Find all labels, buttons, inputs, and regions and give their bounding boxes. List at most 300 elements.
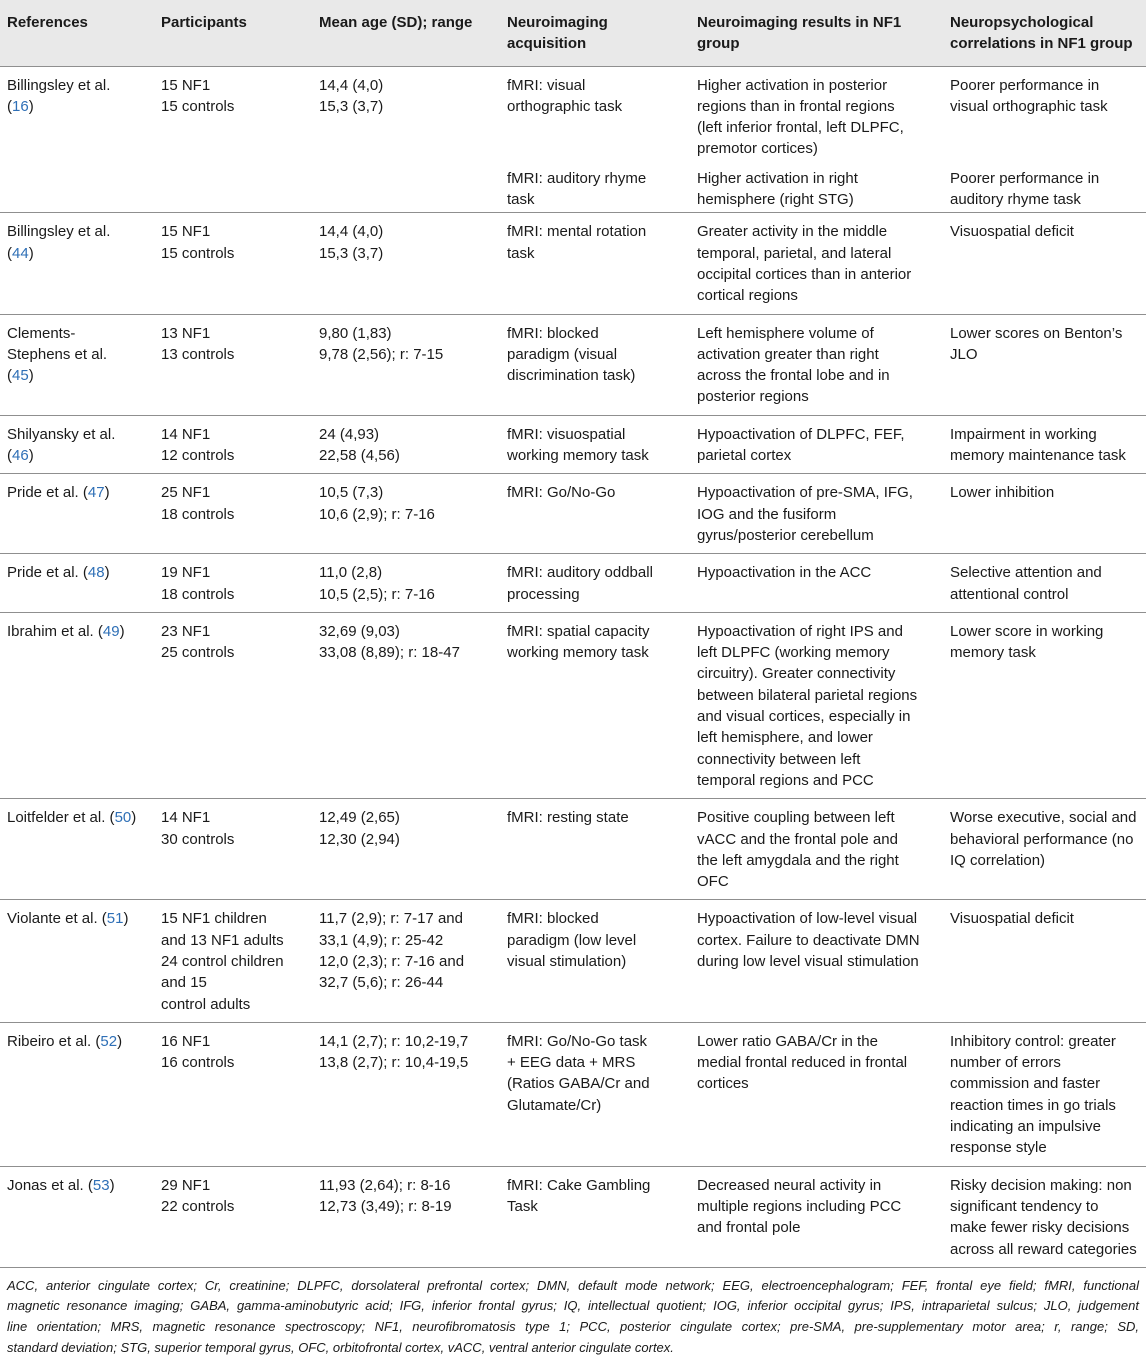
acquisition-cell	[500, 213, 690, 314]
cell-line: Lower scores on Benton’s	[950, 324, 1123, 342]
cell-line: 15 NF1	[161, 223, 211, 241]
column-header-neuroimaging-acquisition	[500, 0, 690, 66]
mean-age-cell	[312, 612, 500, 798]
cell-line: visual orthographic task	[950, 97, 1108, 115]
column-header-mean-age	[312, 0, 500, 66]
cell-line: reaction times in go trials	[950, 1096, 1116, 1114]
reference-text: )	[28, 97, 34, 115]
participants-cell	[154, 900, 312, 1022]
results-cell	[690, 66, 943, 167]
reference-cell	[0, 900, 154, 1022]
cell-line: 9,80 (1,83)	[319, 324, 392, 342]
results-cell	[690, 554, 943, 613]
footnote-line: standard deviation; STG, superior temporal gyrus, OFC, orbitofrontal cortex, vACC, ventral anterior cingulate cortex.	[7, 1339, 674, 1355]
participants-cell	[154, 415, 312, 474]
acquisition-cell	[500, 66, 690, 167]
reference-cell	[0, 213, 154, 314]
results-cell	[690, 314, 943, 415]
column-header-label: group	[697, 35, 740, 53]
reference-text: Ribeiro et al. (	[7, 1032, 101, 1050]
header-row	[0, 0, 1146, 66]
cell-line: Task	[507, 1197, 538, 1215]
acquisition-cell	[500, 799, 690, 900]
cell-line: OFC	[697, 873, 729, 891]
cell-line: 12,73 (3,49); r: 8-19	[319, 1197, 452, 1215]
reference-text: Billingsley et al.	[7, 76, 111, 94]
reference-cell	[0, 554, 154, 613]
participants-cell	[154, 314, 312, 415]
table-row	[0, 415, 1146, 474]
reference-line	[7, 243, 150, 264]
cell-line: across all reward categories	[950, 1240, 1137, 1258]
reference-line	[7, 445, 150, 466]
cell-line: 18 controls	[161, 585, 235, 603]
cell-line: IQ correlation)	[950, 851, 1046, 869]
cell-line: fMRI: auditory rhyme	[507, 169, 647, 187]
cell-line: 14,4 (4,0)	[319, 76, 384, 94]
cell-line: connectivity between left	[697, 750, 861, 768]
table-body	[0, 66, 1146, 1267]
cell-line: and frontal pole	[697, 1219, 801, 1237]
cell-line: Higher activation in right	[697, 169, 858, 187]
mean-age-cell	[312, 167, 500, 213]
citation-link[interactable]: 45	[12, 367, 29, 385]
cell-line: IOG and the fusiform	[697, 505, 837, 523]
reference-line	[7, 75, 150, 96]
cell-line: Positive coupling between left	[697, 809, 895, 827]
cell-line: commission and faster	[950, 1075, 1101, 1093]
reference-cell	[0, 612, 154, 798]
cell-line: 14,1 (2,7); r: 10,2-19,7	[319, 1032, 469, 1050]
reference-text: )	[119, 622, 125, 640]
reference-cell	[0, 66, 154, 167]
acquisition-cell	[500, 474, 690, 554]
cell-line: Impairment in working	[950, 425, 1097, 443]
cell-line: 12,49 (2,65)	[319, 809, 400, 827]
cell-line: vACC and the frontal pole and	[697, 830, 898, 848]
reference-cell	[0, 167, 154, 213]
cell-line: 24 (4,93)	[319, 425, 380, 443]
cell-line: 10,5 (7,3)	[319, 484, 384, 502]
results-cell	[690, 167, 943, 213]
cell-line: 9,78 (2,56); r: 7-15	[319, 345, 444, 363]
cell-line: Glutamate/Cr)	[507, 1096, 602, 1114]
correlations-cell	[943, 1166, 1146, 1267]
cell-line: fMRI: auditory oddball	[507, 564, 653, 582]
reference-line	[7, 96, 150, 117]
cell-line: left hemisphere, and lower	[697, 729, 873, 747]
reference-line	[7, 1031, 150, 1052]
results-cell	[690, 612, 943, 798]
cell-line: orthographic task	[507, 97, 623, 115]
citation-link[interactable]: 47	[87, 484, 105, 502]
cell-line: fMRI: Go/No-Go task	[507, 1032, 648, 1050]
citation-link[interactable]: 48	[87, 564, 105, 582]
footnote-line: line orientation; MRS, magnetic resonance spectroscopy; NF1, neurofibromatosis type 1; PCC, posterior cingulate cortex; pre-SMA, pre-supplementary motor area; r, range; SD,	[7, 1319, 1139, 1335]
reference-text: (	[7, 244, 12, 262]
column-header-references	[0, 0, 154, 66]
correlations-cell	[943, 415, 1146, 474]
cell-line: 12 controls	[161, 447, 235, 465]
cell-line: 14 NF1	[161, 809, 211, 827]
cell-line: response style	[950, 1139, 1047, 1157]
cell-line: gyrus/posterior cerebellum	[697, 526, 874, 544]
correlations-cell	[943, 799, 1146, 900]
cell-line: 10,6 (2,9); r: 7-16	[319, 505, 435, 523]
mean-age-cell	[312, 474, 500, 554]
cell-line: paradigm (visual	[507, 345, 618, 363]
reference-line	[7, 365, 150, 386]
column-header-neuroimaging-results	[690, 0, 943, 66]
cell-line: paradigm (low level	[507, 931, 637, 949]
cell-line: Visuospatial deficit	[950, 910, 1074, 928]
citation-link[interactable]: 50	[114, 809, 132, 827]
cell-line: activation greater than right	[697, 345, 879, 363]
cell-line: regions than in frontal regions	[697, 97, 895, 115]
cell-line: working memory task	[507, 644, 649, 662]
cell-line: (Ratios GABA/Cr and	[507, 1075, 650, 1093]
mean-age-cell	[312, 799, 500, 900]
cell-line: between bilateral parietal regions	[697, 686, 918, 704]
cell-line: 13 controls	[161, 345, 235, 363]
table-row	[0, 612, 1146, 798]
cell-line: memory maintenance task	[950, 447, 1126, 465]
cell-line: occipital cortices than in anterior	[697, 265, 912, 283]
cell-line: 12,30 (2,94)	[319, 830, 400, 848]
reference-text: )	[123, 910, 129, 928]
reference-text: )	[28, 447, 34, 465]
reference-line	[7, 482, 150, 503]
reference-line	[7, 344, 150, 365]
cell-line: significant tendency to	[950, 1197, 1099, 1215]
reference-cell	[0, 1166, 154, 1267]
participants-cell	[154, 799, 312, 900]
cell-line: 16 controls	[161, 1054, 235, 1072]
citation-link[interactable]: 49	[102, 622, 120, 640]
reference-text: (	[7, 97, 12, 115]
cell-line: Greater activity in the middle	[697, 223, 888, 241]
cell-line: attentional control	[950, 585, 1069, 603]
reference-text: )	[109, 1176, 115, 1194]
column-header-label: Neuroimaging results in NF1	[697, 14, 902, 31]
mean-age-cell	[312, 900, 500, 1022]
reference-line	[7, 424, 150, 445]
cell-line: Lower score in working	[950, 622, 1104, 640]
cell-line: 15,3 (3,7)	[319, 97, 384, 115]
participants-cell	[154, 1022, 312, 1166]
cell-line: Visuospatial deficit	[950, 223, 1074, 241]
cell-line: circuitry). Greater connectivity	[697, 665, 896, 683]
cell-line: Higher activation in posterior	[697, 76, 888, 94]
cell-line: 15 controls	[161, 244, 235, 262]
cell-line: Poorer performance in	[950, 169, 1100, 187]
cell-line: (left inferior frontal, left DLPFC,	[697, 119, 904, 137]
reference-text: Clements-	[7, 324, 76, 342]
cell-line: posterior regions	[697, 388, 809, 406]
cell-line: Hypoactivation of DLPFC, FEF,	[697, 425, 905, 443]
acquisition-cell	[500, 554, 690, 613]
participants-cell	[154, 1166, 312, 1267]
cell-line: 29 NF1	[161, 1176, 211, 1194]
column-header-label: correlations in NF1 group	[950, 35, 1133, 53]
table-row	[0, 554, 1146, 613]
cell-line: make fewer risky decisions	[950, 1219, 1130, 1237]
cell-line: discrimination task)	[507, 367, 636, 385]
results-cell	[690, 415, 943, 474]
cell-line: Hypoactivation in the ACC	[697, 564, 872, 582]
cell-line: 33,1 (4,9); r: 25-42	[319, 931, 444, 949]
cell-line: behavioral performance (no	[950, 830, 1134, 848]
cell-line: 24 control children	[161, 952, 284, 970]
mean-age-cell	[312, 314, 500, 415]
cell-line: parietal cortex	[697, 447, 792, 465]
column-header-neuropsychological-correlations	[943, 0, 1146, 66]
cell-line: working memory task	[507, 447, 649, 465]
reference-text: (	[7, 447, 12, 465]
cell-line: 10,5 (2,5); r: 7-16	[319, 585, 435, 603]
citation-link[interactable]: 51	[106, 910, 124, 928]
cell-line: 32,7 (5,6); r: 26-44	[319, 974, 444, 992]
correlations-cell	[943, 612, 1146, 798]
reference-text: )	[131, 809, 137, 827]
cell-line: fMRI: Cake Gambling	[507, 1176, 651, 1194]
table-row	[0, 900, 1146, 1022]
reference-cell	[0, 474, 154, 554]
cell-line: Worse executive, social and	[950, 809, 1137, 827]
cell-line: indicating an impulsive	[950, 1118, 1101, 1136]
cell-line: 32,69 (9,03)	[319, 622, 400, 640]
mean-age-cell	[312, 66, 500, 167]
reference-cell	[0, 314, 154, 415]
cell-line: 11,93 (2,64); r: 8-16	[319, 1176, 451, 1194]
cell-line: across the frontal lobe and in	[697, 367, 890, 385]
cell-line: control adults	[161, 995, 251, 1013]
correlations-cell	[943, 314, 1146, 415]
column-header-label: Neuroimaging	[507, 14, 608, 31]
cell-line: 19 NF1	[161, 564, 211, 582]
cell-line: 13 NF1	[161, 324, 211, 342]
cell-line: JLO	[950, 345, 978, 363]
correlations-cell	[943, 474, 1146, 554]
reference-line	[7, 621, 150, 642]
correlations-cell	[943, 66, 1146, 167]
cell-line: Risky decision making: non	[950, 1176, 1132, 1194]
cell-line: left DLPFC (working memory	[697, 644, 890, 662]
reference-text: Ibrahim et al. (	[7, 622, 103, 640]
cell-line: processing	[507, 585, 580, 603]
mean-age-cell	[312, 1022, 500, 1166]
table-header	[0, 0, 1146, 66]
citation-link[interactable]: 16	[12, 97, 29, 115]
cell-line: temporal regions and PCC	[697, 771, 874, 789]
cell-line: 15 NF1	[161, 76, 211, 94]
reference-cell	[0, 1022, 154, 1166]
cell-line: the left amygdala and the right	[697, 851, 899, 869]
cell-line: Hypoactivation of pre-SMA, IFG,	[697, 484, 913, 502]
column-header-label: Mean age (SD); range	[319, 14, 473, 31]
cell-line: hemisphere (right STG)	[697, 191, 854, 209]
cell-line: 16 NF1	[161, 1032, 211, 1050]
acquisition-cell	[500, 314, 690, 415]
cell-line: + EEG data + MRS	[507, 1054, 636, 1072]
participants-cell	[154, 554, 312, 613]
acquisition-cell	[500, 415, 690, 474]
reference-text: )	[117, 1032, 123, 1050]
cell-line: number of errors	[950, 1054, 1061, 1072]
results-cell	[690, 1166, 943, 1267]
acquisition-cell	[500, 612, 690, 798]
reference-text: )	[104, 564, 110, 582]
cell-line: and visual cortices, especially in	[697, 708, 911, 726]
cell-line: medial frontal reduced in frontal	[697, 1054, 908, 1072]
acquisition-cell	[500, 167, 690, 213]
cell-line: 25 controls	[161, 644, 235, 662]
cell-line: Hypoactivation of low-level visual	[697, 910, 918, 928]
cell-line: 11,0 (2,8)	[319, 564, 383, 582]
reference-line	[7, 323, 150, 344]
cell-line: 18 controls	[161, 505, 235, 523]
table-row	[0, 1166, 1146, 1267]
table-row	[0, 314, 1146, 415]
cell-line: 25 NF1	[161, 484, 211, 502]
cell-line: 33,08 (8,89); r: 18-47	[319, 644, 460, 662]
cell-line: 13,8 (2,7); r: 10,4-19,5	[319, 1054, 469, 1072]
table-row	[0, 474, 1146, 554]
reference-line	[7, 1175, 150, 1196]
cell-line: task	[507, 191, 535, 209]
cell-line: auditory rhyme task	[950, 191, 1081, 209]
correlations-cell	[943, 167, 1146, 213]
reference-text: )	[28, 367, 34, 385]
column-header-label: Participants	[161, 14, 247, 31]
column-header-label: acquisition	[507, 35, 587, 53]
participants-cell	[154, 213, 312, 314]
reference-line	[7, 221, 150, 242]
reference-text: Shilyansky et al.	[7, 425, 116, 443]
cell-line: Selective attention and	[950, 564, 1102, 582]
cell-line: temporal, parietal, and lateral	[697, 244, 892, 262]
cell-line: 15 controls	[161, 97, 235, 115]
cell-line: and 15	[161, 974, 207, 992]
mean-age-cell	[312, 1166, 500, 1267]
cell-line: fMRI: mental rotation	[507, 223, 647, 241]
reference-line	[7, 562, 150, 583]
reference-text: Jonas et al. (	[7, 1176, 93, 1194]
mean-age-cell	[312, 415, 500, 474]
citation-link[interactable]: 44	[12, 244, 29, 262]
reference-cell	[0, 415, 154, 474]
cell-line: cortices	[697, 1075, 749, 1093]
reference-cell	[0, 799, 154, 900]
cell-line: fMRI: visual	[507, 76, 586, 94]
reference-text: )	[28, 244, 34, 262]
results-cell	[690, 213, 943, 314]
cell-line: Inhibitory control: greater	[950, 1032, 1116, 1050]
cell-line: 11,7 (2,9); r: 7-17 and	[319, 910, 463, 928]
cell-line: 15 NF1 children	[161, 910, 267, 928]
citation-link[interactable]: 52	[100, 1032, 118, 1050]
table-row	[0, 1022, 1146, 1166]
cell-line: fMRI: blocked	[507, 324, 599, 342]
results-cell	[690, 1022, 943, 1166]
cell-line: 15,3 (3,7)	[319, 244, 384, 262]
column-header-participants	[154, 0, 312, 66]
cell-line: fMRI: blocked	[507, 910, 599, 928]
footnote-line: ACC, anterior cingulate cortex; Cr, creatinine; DLPFC, dorsolateral prefrontal cortex; DMN, default mode network; EEG, electroencephalogram; FEF, frontal eye field; fMRI, functional	[7, 1277, 1139, 1293]
cell-line: and 13 NF1 adults	[161, 931, 284, 949]
table-subrow	[0, 167, 1146, 213]
acquisition-cell	[500, 1022, 690, 1166]
cell-line: cortical regions	[697, 287, 798, 305]
footnote-line: magnetic resonance imaging; GABA, gamma-aminobutyric acid; IFG, inferior frontal gyrus; IQ, intellectual quotient; IOG, inferior occipital gyrus; IPS, intraparietal sulcus; JLO, judgement	[7, 1298, 1139, 1314]
cell-line: Left hemisphere volume of	[697, 324, 874, 342]
cell-line: Hypoactivation of right IPS and	[697, 622, 903, 640]
citation-link[interactable]: 53	[92, 1176, 110, 1194]
table-row	[0, 66, 1146, 167]
correlations-cell	[943, 1022, 1146, 1166]
cell-line: Lower ratio GABA/Cr in the	[697, 1032, 878, 1050]
acquisition-cell	[500, 1166, 690, 1267]
participants-cell	[154, 66, 312, 167]
reference-text: Violante et al. (	[7, 910, 107, 928]
cell-line: 12,0 (2,3); r: 7-16 and	[319, 952, 465, 970]
reference-text: Pride et al. (	[7, 564, 88, 582]
abbreviations-footnote	[0, 1267, 1146, 1358]
reference-text: Loitfelder et al. (	[7, 809, 115, 827]
participants-cell	[154, 612, 312, 798]
reference-text: Pride et al. (	[7, 484, 88, 502]
reference-text: Stephens et al.	[7, 345, 108, 363]
reference-line	[7, 908, 150, 929]
cell-line: visual stimulation)	[507, 952, 627, 970]
cell-line: Poorer performance in	[950, 76, 1100, 94]
cell-line: Decreased neural activity in	[697, 1176, 882, 1194]
column-header-label: References	[7, 14, 88, 31]
cell-line: 14 NF1	[161, 425, 211, 443]
correlations-cell	[943, 213, 1146, 314]
citation-link[interactable]: 46	[12, 447, 29, 465]
cell-line: 30 controls	[161, 830, 235, 848]
cell-line: premotor cortices)	[697, 140, 818, 158]
correlations-cell	[943, 900, 1146, 1022]
cell-line: 23 NF1	[161, 622, 211, 640]
cell-line: fMRI: resting state	[507, 809, 629, 827]
cell-line: 14,4 (4,0)	[319, 223, 384, 241]
participants-cell	[154, 167, 312, 213]
reference-text: Billingsley et al.	[7, 223, 111, 241]
reference-text: )	[104, 484, 110, 502]
reference-text: (	[7, 367, 12, 385]
reference-line	[7, 807, 150, 828]
cell-line: fMRI: spatial capacity	[507, 622, 650, 640]
cell-line: memory task	[950, 644, 1036, 662]
column-header-label: Neuropsychological	[950, 14, 1094, 31]
table-row	[0, 799, 1146, 900]
cell-line: 22 controls	[161, 1197, 235, 1215]
correlations-cell	[943, 554, 1146, 613]
cell-line: cortex. Failure to deactivate DMN	[697, 931, 920, 949]
results-cell	[690, 900, 943, 1022]
results-cell	[690, 799, 943, 900]
results-cell	[690, 474, 943, 554]
participants-cell	[154, 474, 312, 554]
cell-line: during low level visual stimulation	[697, 952, 919, 970]
cell-line: multiple regions including PCC	[697, 1197, 902, 1215]
mean-age-cell	[312, 554, 500, 613]
mean-age-cell	[312, 213, 500, 314]
acquisition-cell	[500, 900, 690, 1022]
cell-line: task	[507, 244, 535, 262]
